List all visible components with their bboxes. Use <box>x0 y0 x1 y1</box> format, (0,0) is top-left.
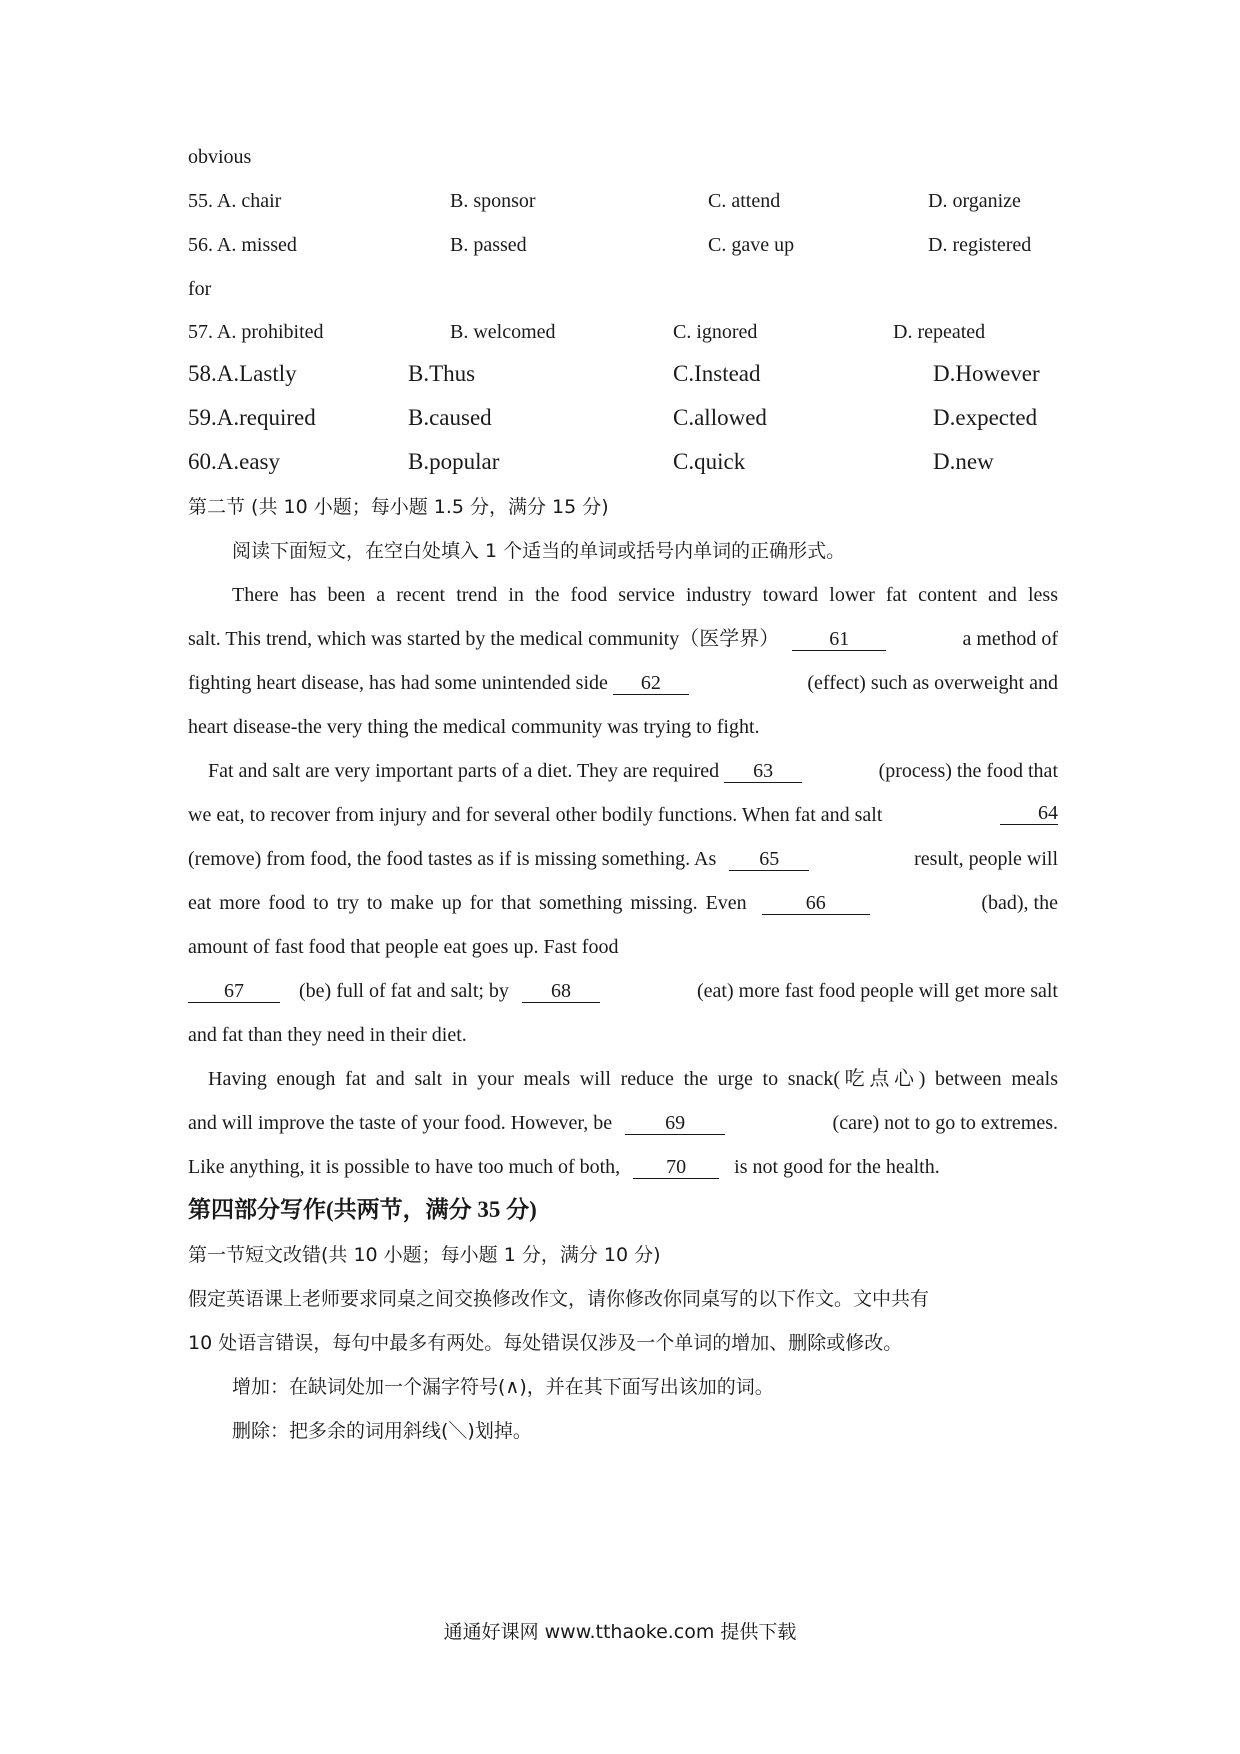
part-4-instruction-1: 假定英语课上老师要求同桌之间交换修改作文，请你修改你同桌写的以下作文。文中共有 <box>188 1288 930 1310</box>
part-4-section-1-title: 第一节短文改错(共 10 小题；每小题 1 分，满分 10 分) <box>188 1244 661 1266</box>
blank-70[interactable]: 70 <box>633 1156 719 1179</box>
p2-line-5: amount of fast food that people eat goes up. Fast food <box>188 936 619 958</box>
p2-line-4 <box>188 890 1058 916</box>
option-a: 58.A.Lastly <box>188 361 297 386</box>
p2-line-1-text: Fat and salt are very important parts of a diet. They are required <box>208 760 720 782</box>
p3-line-1-text: Having enough fat and salt in your meals will reduce the urge to snack(吃点心) between meals <box>208 1068 1058 1090</box>
p3-line-1 <box>188 1066 1058 1092</box>
blank-68[interactable]: 68 <box>522 980 600 1003</box>
option-a: 55. A. chair <box>188 190 282 212</box>
blank-63[interactable]: 63 <box>724 760 802 783</box>
p3-line-3-text: Like anything, it is possible to have too much of both, <box>188 1156 621 1178</box>
blank-69[interactable]: 69 <box>625 1112 725 1135</box>
option-c: C.allowed <box>673 405 767 430</box>
section-2-instruction: 阅读下面短文，在空白处填入 1 个适当的单词或括号内单词的正确形式。 <box>232 540 846 562</box>
p2-line-2 <box>188 802 1058 828</box>
p1-line-3-tail: (effect) such as overweight and <box>807 672 1058 694</box>
option-b: B. welcomed <box>450 321 556 343</box>
option-d: D. registered <box>928 234 1032 256</box>
option-b: B.popular <box>408 449 500 474</box>
blank-65[interactable]: 65 <box>729 848 809 871</box>
p2-line-6-text: (be) full of fat and salt; by <box>299 980 509 1002</box>
p2-line-6 <box>188 978 1058 1004</box>
blank-61[interactable]: 61 <box>792 628 886 651</box>
p1-line-2-text: salt. This trend, which was started by the medical community（医学界） <box>188 628 780 650</box>
p2-line-7: and fat than they need in their diet. <box>188 1024 467 1046</box>
part-4-title: 第四部分写作(共两节，满分 35 分) <box>188 1197 537 1222</box>
blank-64[interactable]: 64 <box>1000 802 1058 825</box>
option-b: B.caused <box>408 405 492 430</box>
p2-line-3-tail: result, people will <box>914 848 1058 870</box>
part-4-delete-rule: 删除：把多余的词用斜线(＼)划掉。 <box>232 1420 532 1442</box>
p1-line-2-tail: a method of <box>962 628 1058 650</box>
option-b: B.Thus <box>408 361 476 386</box>
p2-line-1 <box>188 758 1058 784</box>
option-c: C.quick <box>673 449 746 474</box>
blank-66[interactable]: 66 <box>762 892 870 915</box>
option-d: D.new <box>933 449 994 474</box>
option-a: 57. A. prohibited <box>188 321 324 343</box>
p1-line-4: heart disease-the very thing the medical community was trying to fight. <box>188 716 760 738</box>
p1-line-3 <box>188 670 1058 696</box>
p2-line-6-tail: (eat) more fast food people will get more salt <box>697 980 1058 1002</box>
blank-62[interactable]: 62 <box>613 672 689 695</box>
question-59 <box>188 405 1058 435</box>
option-a: 59.A.required <box>188 405 316 430</box>
blank-67[interactable]: 67 <box>188 980 280 1003</box>
p2-line-4-text: eat more food to try to make up for that something missing. Even <box>188 892 747 914</box>
p3-line-3-tail: is not good for the health. <box>734 1156 940 1178</box>
question-60 <box>188 449 1058 479</box>
page-footer: 通通好课网 www.tthaoke.com 提供下载 <box>443 1621 797 1643</box>
p3-line-2 <box>188 1110 1058 1136</box>
option-c: C.Instead <box>673 361 761 386</box>
part-4-add-rule: 增加：在缺词处加一个漏字符号(∧)，并在其下面写出该加的词。 <box>232 1376 774 1398</box>
option-d: D. organize <box>928 190 1021 212</box>
p2-line-3-text: (remove) from food, the food tastes as if is missing something. As <box>188 848 717 870</box>
question-56 <box>188 232 1058 262</box>
p2-line-1-tail: (process) the food that <box>878 760 1058 782</box>
option-b: B. passed <box>450 234 527 256</box>
p2-line-4-tail: (bad), the <box>981 892 1058 914</box>
option-a: 60.A.easy <box>188 449 280 474</box>
option-a: 56. A. missed <box>188 234 297 256</box>
p1-line-2 <box>188 626 1058 652</box>
p3-line-2-tail: (care) not to go to extremes. <box>832 1112 1058 1134</box>
option-d: D. repeated <box>893 321 986 343</box>
option-c: C. attend <box>708 190 781 212</box>
question-55 <box>188 188 1058 218</box>
p2-line-2-text: we eat, to recover from injury and for several other bodily functions. When fat and salt <box>188 804 883 826</box>
p3-line-3 <box>188 1154 1058 1180</box>
option-b: B. sponsor <box>450 190 536 212</box>
p1-line-1: There has been a recent trend in the food service industry toward lower fat content and less <box>232 584 1058 606</box>
part-4-instruction-2: 10 处语言错误，每句中最多有两处。每处错误仅涉及一个单词的增加、删除或修改。 <box>188 1332 903 1354</box>
section-2-title: 第二节 (共 10 小题；每小题 1.5 分，满分 15 分) <box>188 496 609 518</box>
p1-line-3-text: fighting heart disease, has had some unintended side <box>188 672 608 694</box>
option-d: D.However <box>933 361 1040 386</box>
p3-line-2-text: and will improve the taste of your food. However, be <box>188 1112 613 1134</box>
text-fragment-obvious: obvious <box>188 146 252 168</box>
option-c: C. gave up <box>708 234 795 256</box>
question-58 <box>188 361 1058 391</box>
p2-line-3 <box>188 846 1058 872</box>
question-57 <box>188 319 1058 349</box>
text-fragment-for: for <box>188 278 212 300</box>
option-d: D.expected <box>933 405 1038 430</box>
option-c: C. ignored <box>673 321 758 343</box>
passage-paragraph-1 <box>188 582 1058 608</box>
